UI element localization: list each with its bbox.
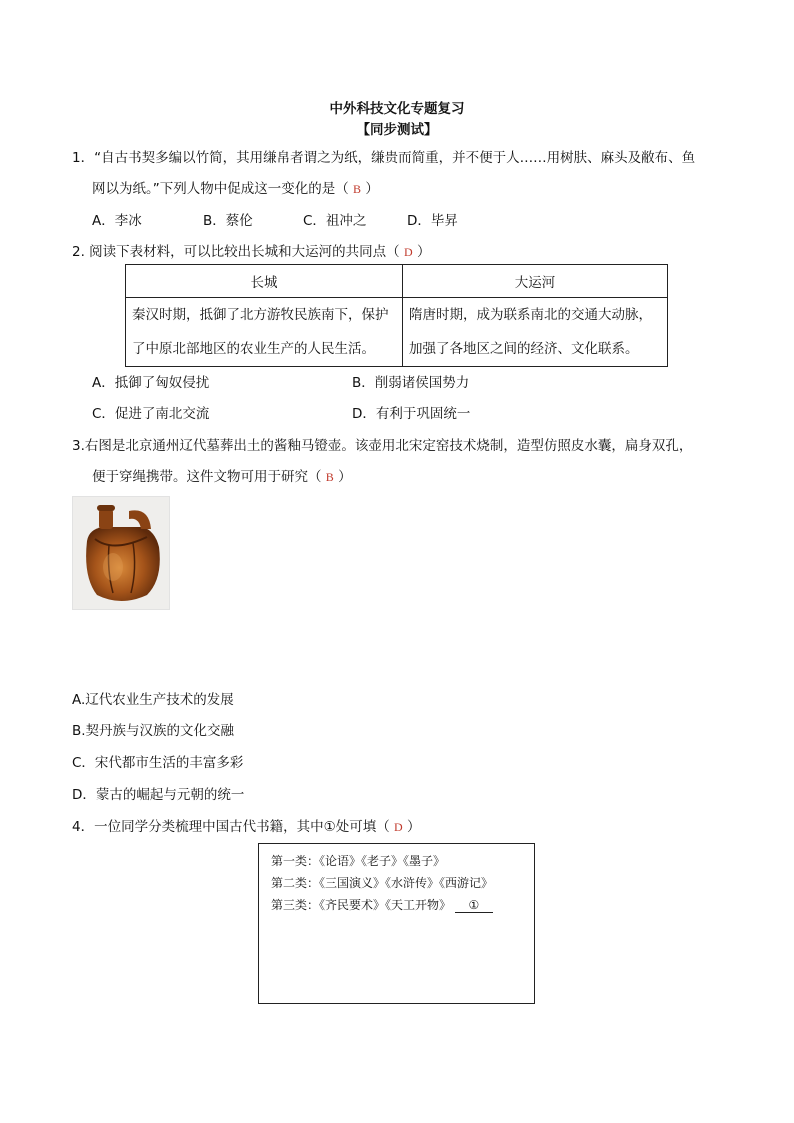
q3-stem-text: 便于穿绳携带。这件文物可用于研究（	[92, 469, 322, 485]
q2-stem-close: ）	[416, 244, 431, 260]
page-subtitle: 【同步测试】	[356, 122, 438, 138]
stirrup-flask-photo	[72, 496, 170, 610]
q3-option-c: C．宋代都市生活的丰富多彩	[72, 755, 244, 771]
q3-option-a: A.辽代农业生产技术的发展	[72, 692, 234, 708]
q2-answer: D	[403, 245, 413, 259]
q4-answer: D	[394, 820, 403, 834]
q4-stem-close: ）	[406, 819, 421, 835]
q1-stem-close: ）	[365, 181, 379, 197]
q2-option-b: B．削弱诸侯国势力	[352, 375, 470, 391]
q1-answer: B	[353, 182, 362, 196]
q3-answer: B	[325, 470, 334, 484]
q1-option-c: C．祖冲之	[303, 213, 367, 229]
cell-line: 加强了各地区之间的经济、文化联系。	[409, 341, 639, 357]
q2-stem-text: 2. 阅读下表材料，可以比较出长城和大运河的共同点（	[72, 244, 400, 260]
table-row	[126, 298, 668, 367]
q3-stem-close: ）	[338, 469, 352, 485]
q4-stem	[72, 815, 420, 835]
q3-stem-line1: 3.右图是北京通州辽代墓葬出土的酱釉马镫壶。该壶用北宋定窑技术烧制，造型仿照皮水囊，扁身双孔，	[72, 438, 693, 454]
cell-line: 秦汉时期，抵御了北方游牧民族南下，保护	[132, 307, 389, 323]
table-header-grand-canal: 大运河	[403, 265, 668, 298]
table-cell-great-wall	[126, 298, 403, 367]
cell-line: 隋唐时期，成为联系南北的交通大动脉，	[409, 307, 652, 323]
book-category-3	[271, 896, 493, 913]
q2-option-d: D．有利于巩固统一	[352, 406, 471, 422]
book-category-2: 第二类：《三国演义》《水浒传》《西游记》	[271, 876, 494, 890]
q3-option-d: D．蒙古的崛起与元朝的统一	[72, 787, 245, 803]
q1-option-a: A．李冰	[92, 213, 142, 229]
q1-option-d: D．毕昇	[407, 213, 458, 229]
table-header-great-wall: 长城	[126, 265, 403, 298]
q1-option-b: B．蔡伦	[203, 213, 253, 229]
q4-stem-text: 4．一位同学分类梳理中国古代书籍，其中①处可填（	[72, 819, 390, 835]
q2-option-c: C．促进了南北交流	[92, 406, 210, 422]
q2-stem	[72, 240, 430, 260]
flask-illustration	[73, 497, 169, 609]
book-category-3-text: 第三类：《齐民要术》《天工开物》	[271, 898, 452, 912]
q1-stem-text: 网以为纸。”下列人物中促成这一变化的是（	[92, 181, 349, 197]
comparison-table	[125, 264, 668, 367]
q2-option-a: A．抵御了匈奴侵扰	[92, 375, 210, 391]
q3-option-b: B.契丹族与汉族的文化交融	[72, 723, 235, 739]
q1-stem-line2	[92, 177, 379, 197]
table-cell-grand-canal	[403, 298, 668, 367]
page-title: 中外科技文化专题复习	[329, 101, 465, 117]
book-category-1: 第一类：《论语》《老子》《墨子》	[271, 854, 446, 868]
cell-line: 了中原北部地区的农业生产的人民生活。	[132, 341, 375, 357]
q3-stem-line2	[92, 465, 352, 485]
table-header-row	[126, 265, 668, 298]
book-classification-box	[258, 843, 535, 1004]
fill-in-blank: ①	[455, 898, 493, 913]
q1-stem-line1: 1．“自古书契多编以竹简，其用缣帛者谓之为纸，缣贵而简重，并不便于人……用树肤、麻头及敝布、鱼	[72, 150, 696, 166]
